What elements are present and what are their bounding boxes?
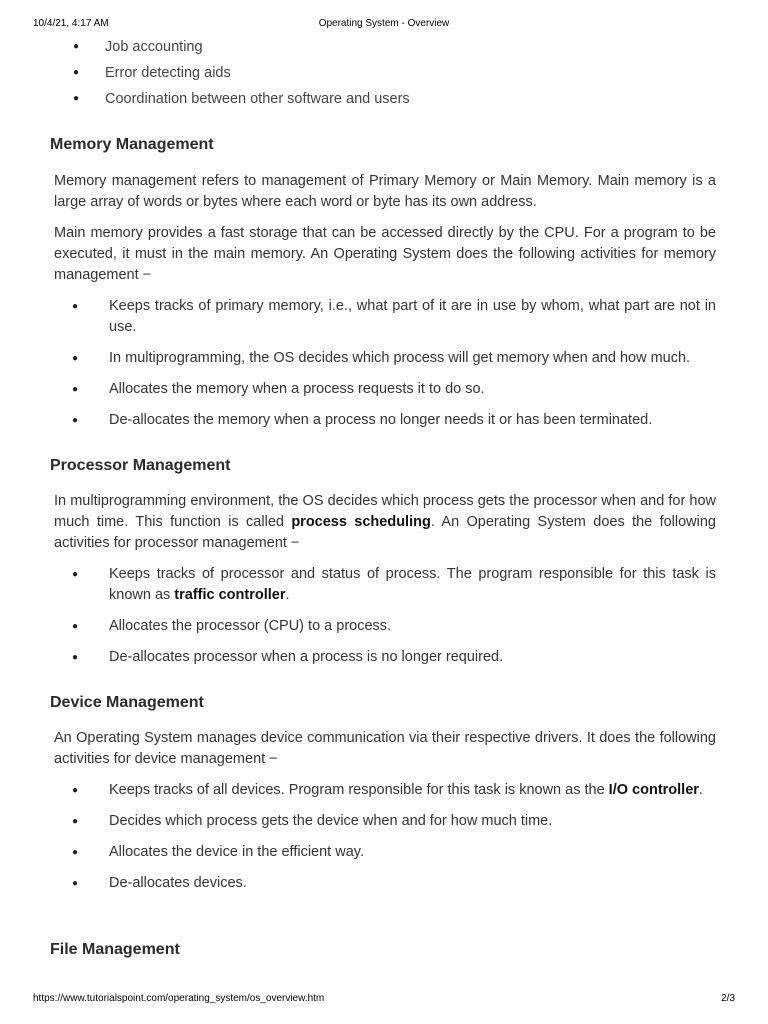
page-url: https://www.tutorialspoint.com/operating_system/os_overview.htm: [33, 993, 325, 1004]
processor-paragraph-1: [50, 491, 716, 554]
processor-management-heading: Processor Management: [50, 457, 231, 474]
text-run: .: [285, 587, 290, 603]
page-number: 2/3: [721, 993, 735, 1004]
bullet-icon: ●: [73, 41, 80, 52]
list-item: [54, 63, 410, 89]
list-item: [54, 37, 410, 63]
list-item: [50, 379, 716, 400]
bullet-icon: ●: [72, 816, 79, 827]
device-activities-list: [50, 780, 716, 894]
list-item-text: De-allocates devices.: [109, 875, 247, 891]
memory-paragraph-2: Main memory provides a fast storage that can be accessed directly by the CPU. For a program to be executed, it must in the main memory. An Operating System does the following activities for memory management −: [54, 225, 716, 283]
processor-activities-list: [50, 564, 716, 668]
print-header: [33, 18, 735, 32]
text-run: .: [698, 782, 703, 798]
bullet-icon: ●: [72, 785, 79, 796]
top-bullet-list: [54, 37, 410, 115]
io-controller-term: I/O controller: [608, 782, 699, 798]
text-run: . An Operating System does the following activities for processor management −: [54, 514, 716, 551]
bullet-icon: ●: [72, 621, 79, 632]
list-item-text: Keeps tracks of primary memory, i.e., what part of it are in use by whom, what part are not in use.: [109, 298, 716, 335]
traffic-controller-term: traffic controller: [174, 587, 286, 603]
list-item: [50, 616, 716, 637]
list-item-text: Decides which process gets the device when and for how much time.: [109, 813, 553, 829]
list-item: [50, 842, 716, 863]
print-datetime: 10/4/21, 4:17 AM: [33, 18, 109, 29]
bullet-icon: ●: [72, 878, 79, 889]
list-item-text: Allocates the memory when a process requests it to do so.: [109, 381, 485, 397]
bullet-icon: ●: [72, 415, 79, 426]
list-item-text: Allocates the processor (CPU) to a process.: [109, 618, 392, 634]
list-item: [50, 564, 716, 606]
processor-management-section: [50, 455, 716, 668]
bullet-icon: ●: [73, 93, 80, 104]
text-run: Keeps tracks of all devices. Program responsible for this task is known as the: [109, 782, 609, 798]
bullet-icon: ●: [72, 301, 79, 312]
list-item: [50, 811, 716, 832]
list-item: [50, 348, 716, 369]
list-item-text: Error detecting aids: [105, 65, 231, 81]
bullet-icon: ●: [72, 569, 79, 580]
list-item: [50, 780, 716, 801]
print-footer: [33, 993, 735, 1007]
bullet-icon: ●: [72, 847, 79, 858]
memory-management-heading: Memory Management: [50, 136, 214, 153]
list-item-text: De-allocates the memory when a process no longer needs it or has been terminated.: [109, 412, 653, 428]
file-management-section: [50, 939, 716, 961]
print-title: Operating System - Overview: [318, 18, 450, 29]
bullet-icon: ●: [72, 384, 79, 395]
device-management-section: [50, 692, 716, 894]
list-item-text: Coordination between other software and users: [105, 91, 410, 107]
list-item: [54, 89, 410, 115]
list-item-text: Job accounting: [105, 39, 203, 55]
bullet-icon: ●: [72, 652, 79, 663]
device-management-heading: Device Management: [50, 694, 204, 711]
memory-management-section: [50, 134, 716, 431]
list-item: [50, 410, 716, 431]
text-run: Keeps tracks of processor and status of process. The program responsible for this task is known as: [109, 566, 716, 603]
bullet-icon: ●: [73, 67, 80, 78]
list-item-text: Allocates the device in the efficient way.: [109, 844, 364, 860]
file-management-heading: File Management: [50, 941, 180, 958]
list-item-text: De-allocates processor when a process is no longer required.: [109, 649, 504, 665]
memory-activities-list: [50, 296, 716, 431]
list-item: [50, 296, 716, 338]
text-run: In multiprogramming environment, the OS decides which process gets the processor when and for how much time. This function is called: [54, 493, 716, 530]
list-item: [50, 873, 716, 894]
device-paragraph-1: An Operating System manages device communication via their respective drivers. It does the following activities for device management −: [54, 730, 716, 767]
bullet-icon: ●: [72, 353, 79, 364]
list-item-text: In multiprogramming, the OS decides which process will get memory when and how much.: [109, 350, 691, 366]
list-item: [50, 647, 716, 668]
memory-paragraph-1: Memory management refers to management of Primary Memory or Main Memory. Main memory is a large array of words or bytes where each word or byte has its own address.: [54, 173, 716, 210]
process-scheduling-term: process scheduling: [291, 514, 431, 530]
